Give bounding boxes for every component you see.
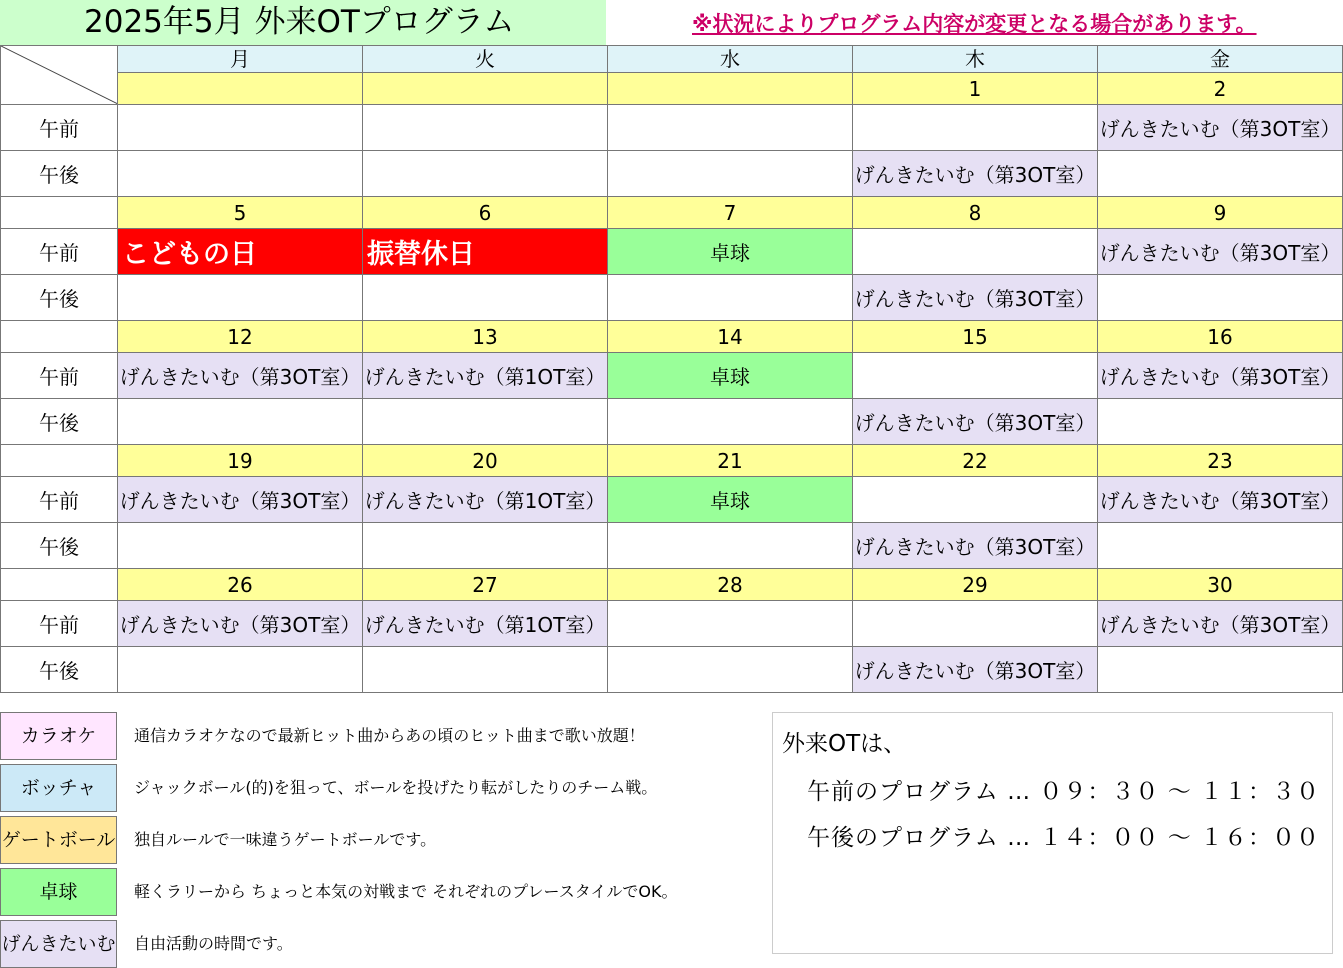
am-label: 午前 bbox=[1, 477, 118, 523]
pm-row bbox=[1, 647, 1343, 693]
weekday-mon: 月 bbox=[118, 46, 363, 73]
program-cell: 卓球 bbox=[608, 229, 853, 275]
program-cell bbox=[1098, 523, 1343, 569]
date-cell: 6 bbox=[363, 197, 608, 229]
program-cell: げんきたいむ（第3OT室） bbox=[118, 353, 363, 399]
program-cell: げんきたいむ（第3OT室） bbox=[853, 275, 1098, 321]
program-cell: げんきたいむ（第3OT室） bbox=[853, 647, 1098, 693]
program-cell bbox=[608, 275, 853, 321]
pm-label: 午後 bbox=[1, 151, 118, 197]
program-cell bbox=[608, 399, 853, 445]
date-cell: 5 bbox=[118, 197, 363, 229]
program-cell bbox=[118, 105, 363, 151]
legend-description: ジャックボール(的)を狙って、ボールを投げたり転がしたりのチーム戦。 bbox=[134, 778, 658, 797]
weekday-thu: 木 bbox=[853, 46, 1098, 73]
weekday-wed: 水 bbox=[608, 46, 853, 73]
diagonal-line bbox=[1, 46, 118, 104]
program-cell bbox=[853, 105, 1098, 151]
am-row bbox=[1, 229, 1343, 275]
date-row bbox=[1, 445, 1343, 477]
date-cell bbox=[118, 73, 363, 105]
program-cell bbox=[853, 353, 1098, 399]
date-cell: 12 bbox=[118, 321, 363, 353]
pm-row bbox=[1, 275, 1343, 321]
legend-item bbox=[0, 920, 700, 968]
legend-description: 軽くラリーから ちょっと本気の対戦まで それぞれのプレースタイルでOK。 bbox=[134, 882, 678, 901]
info-am-time: 午前のプログラム … ０９：３０ ～ １１：３０ bbox=[807, 779, 1321, 805]
legend-description: 自由活動の時間です。 bbox=[134, 934, 293, 953]
legend-item bbox=[0, 764, 700, 812]
am-label: 午前 bbox=[1, 105, 118, 151]
date-cell: 29 bbox=[853, 569, 1098, 601]
legend-swatch: げんきたいむ bbox=[0, 920, 117, 968]
date-cell bbox=[363, 73, 608, 105]
program-cell: げんきたいむ（第1OT室） bbox=[363, 477, 608, 523]
date-cell: 16 bbox=[1098, 321, 1343, 353]
date-cell: 14 bbox=[608, 321, 853, 353]
program-cell bbox=[853, 477, 1098, 523]
date-cell: 30 bbox=[1098, 569, 1343, 601]
date-cell bbox=[608, 73, 853, 105]
date-row-label bbox=[1, 569, 118, 601]
program-cell: げんきたいむ（第3OT室） bbox=[118, 477, 363, 523]
program-cell: 卓球 bbox=[608, 353, 853, 399]
info-pm-time: 午後のプログラム … １４：００ ～ １６：００ bbox=[807, 825, 1321, 851]
date-cell: 15 bbox=[853, 321, 1098, 353]
weekday-tue: 火 bbox=[363, 46, 608, 73]
program-cell: げんきたいむ（第3OT室） bbox=[1098, 477, 1343, 523]
date-cell: 28 bbox=[608, 569, 853, 601]
pm-label: 午後 bbox=[1, 523, 118, 569]
program-time-info bbox=[772, 712, 1333, 954]
date-row bbox=[1, 569, 1343, 601]
date-row-label bbox=[1, 197, 118, 229]
program-cell bbox=[363, 647, 608, 693]
date-row bbox=[1, 321, 1343, 353]
date-cell: 26 bbox=[118, 569, 363, 601]
am-row bbox=[1, 105, 1343, 151]
program-cell bbox=[608, 523, 853, 569]
program-cell bbox=[118, 647, 363, 693]
program-cell bbox=[363, 399, 608, 445]
pm-row bbox=[1, 523, 1343, 569]
program-cell bbox=[853, 601, 1098, 647]
corner-cell bbox=[1, 46, 118, 105]
program-cell: げんきたいむ（第3OT室） bbox=[118, 601, 363, 647]
program-cell: げんきたいむ（第3OT室） bbox=[853, 151, 1098, 197]
program-cell: げんきたいむ（第3OT室） bbox=[1098, 105, 1343, 151]
program-cell bbox=[1098, 275, 1343, 321]
date-cell: 27 bbox=[363, 569, 608, 601]
legend-swatch: 卓球 bbox=[0, 868, 117, 916]
program-cell bbox=[608, 105, 853, 151]
program-cell: げんきたいむ（第3OT室） bbox=[1098, 353, 1343, 399]
date-cell: 9 bbox=[1098, 197, 1343, 229]
program-cell bbox=[1098, 151, 1343, 197]
date-row-label bbox=[1, 321, 118, 353]
program-cell: げんきたいむ（第1OT室） bbox=[363, 353, 608, 399]
change-notice: ※状況によりプログラム内容が変更となる場合があります。 bbox=[692, 12, 1257, 36]
date-cell: 21 bbox=[608, 445, 853, 477]
date-cell: 13 bbox=[363, 321, 608, 353]
pm-label: 午後 bbox=[1, 275, 118, 321]
pm-row bbox=[1, 151, 1343, 197]
date-row bbox=[1, 73, 1343, 105]
am-label: 午前 bbox=[1, 601, 118, 647]
program-cell bbox=[118, 399, 363, 445]
am-label: 午前 bbox=[1, 229, 118, 275]
legend-swatch: ボッチャ bbox=[0, 764, 117, 812]
legend-item bbox=[0, 712, 700, 760]
program-cell bbox=[608, 151, 853, 197]
program-cell bbox=[1098, 399, 1343, 445]
date-cell: 1 bbox=[853, 73, 1098, 105]
holiday-cell: こどもの日 bbox=[118, 229, 363, 275]
am-row bbox=[1, 353, 1343, 399]
date-cell: 2 bbox=[1098, 73, 1343, 105]
program-cell: げんきたいむ（第3OT室） bbox=[1098, 601, 1343, 647]
program-cell: げんきたいむ（第1OT室） bbox=[363, 601, 608, 647]
date-cell: 8 bbox=[853, 197, 1098, 229]
legend-description: 独自ルールで一味違うゲートボールです。 bbox=[134, 830, 437, 849]
date-cell: 19 bbox=[118, 445, 363, 477]
program-cell bbox=[118, 275, 363, 321]
am-row bbox=[1, 601, 1343, 647]
program-cell bbox=[363, 151, 608, 197]
program-cell bbox=[118, 151, 363, 197]
program-cell bbox=[363, 105, 608, 151]
date-row-label bbox=[1, 445, 118, 477]
date-cell: 7 bbox=[608, 197, 853, 229]
weekday-fri: 金 bbox=[1098, 46, 1343, 73]
pm-label: 午後 bbox=[1, 647, 118, 693]
program-cell bbox=[363, 523, 608, 569]
program-cell: げんきたいむ（第3OT室） bbox=[853, 523, 1098, 569]
program-cell bbox=[853, 229, 1098, 275]
page-title: 2025年5月 外来OTプログラム bbox=[0, 0, 606, 45]
program-cell bbox=[608, 601, 853, 647]
program-cell bbox=[118, 523, 363, 569]
program-cell bbox=[363, 275, 608, 321]
date-cell: 20 bbox=[363, 445, 608, 477]
legend-item bbox=[0, 816, 700, 864]
program-cell: げんきたいむ（第3OT室） bbox=[853, 399, 1098, 445]
program-cell bbox=[608, 647, 853, 693]
legend-description: 通信カラオケなので最新ヒット曲からあの頃のヒット曲まで歌い放題！ bbox=[134, 726, 645, 745]
pm-label: 午後 bbox=[1, 399, 118, 445]
weekday-header-row bbox=[1, 46, 1343, 73]
info-heading: 外来OTは、 bbox=[782, 731, 907, 757]
legend-item bbox=[0, 868, 700, 916]
legend-swatch: カラオケ bbox=[0, 712, 117, 760]
holiday-cell: 振替休日 bbox=[363, 229, 608, 275]
date-cell: 23 bbox=[1098, 445, 1343, 477]
am-row bbox=[1, 477, 1343, 523]
pm-row bbox=[1, 399, 1343, 445]
legend-swatch: ゲートボール bbox=[0, 816, 117, 864]
date-row bbox=[1, 197, 1343, 229]
program-cell: げんきたいむ（第3OT室） bbox=[1098, 229, 1343, 275]
date-cell: 22 bbox=[853, 445, 1098, 477]
calendar-table bbox=[0, 45, 1343, 693]
program-cell bbox=[1098, 647, 1343, 693]
am-label: 午前 bbox=[1, 353, 118, 399]
program-cell: 卓球 bbox=[608, 477, 853, 523]
